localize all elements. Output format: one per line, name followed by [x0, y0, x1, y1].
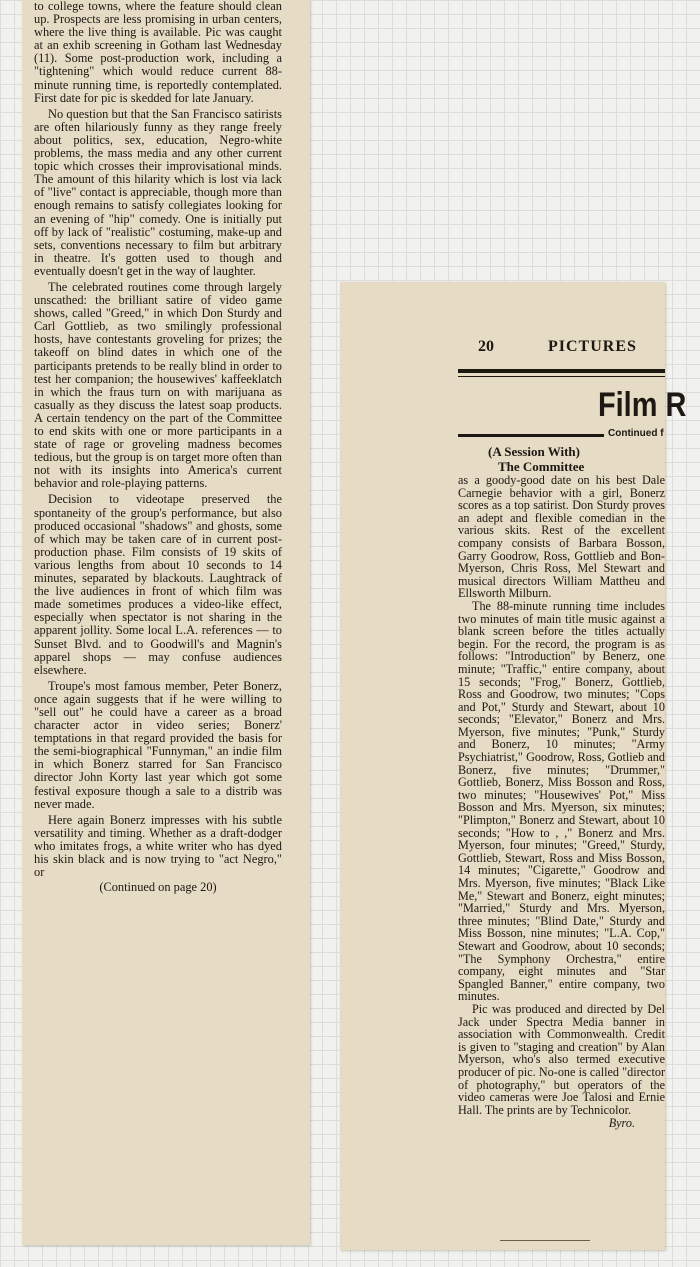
paragraph: No question but that the San Francisco satirists are often hilariously funny as they range freely about politics, sex, education, Negro-white problems, the mass media and any other current topic which crosses their improvisational minds. The amount of this hilarity which is lost via lack of "live" contact is appreciable, though more than enough remains to satisfy collegiates looking for an evening of "hip" comedy. One is initially put off by lack of "realistic" costuming, make-up and sets, conventions necessary to film but arbitrary in theatre. It's gotten used to though and eventually doesn't get in the way of laughter.: [34, 106, 282, 278]
paragraph: Decision to videotape preserved the spontaneity of the group's performance, but also produced occasional "shadows" and ghosts, some of which may be taken care of in current post-production phase. Film consists of 19 skits of various lengths from about 10 seconds to 14 minutes, separated by blackouts. Laughtrack of the live audiences in front of which film was made sometimes produces a video-like effect, especially when spectator is not sharing in the apparent jollity. Some local L.A. references — to Sunset Blvd. and to Goodwill's and Magnin's apparel shops — may confuse audiences elsewhere.: [34, 492, 282, 677]
end-rule: [500, 1240, 590, 1241]
page-number: 20: [478, 338, 494, 355]
paragraph: Troupe's most famous member, Peter Bonerz, once again suggests that if he were willing to "sell out" he could have a career as a broad character actor in video series; Bonerz' temptations in that regard provided the basis for the semi-biographical "Funnyman," an indie film in which Bonerz starred for San Francisco director John Korty last year which got some festival exposure though a sale to a distrib was never made.: [34, 678, 282, 811]
left-column-text: [34, 0, 282, 894]
reviewer-signature: Byro.: [608, 1116, 635, 1131]
header-rule-thick: [458, 369, 665, 373]
paragraph: as a goody-good date on his best Dale Carnegie behavior with a girl, Bonerz scores as a top satirist. Don Sturdy proves an adept and flexible comedian in the various skits. Rest of the excellent company consists of Barbara Bosson, Garry Goodrow, Ross, Gottlieb and Bon-Myerson, Chris Ross, Mel Stewart and musical directors William Mattheu and Ellsworth Milburn.: [458, 473, 665, 601]
paragraph: to college towns, where the feature should clean up. Prospects are less promising in urban centers, where the live thing is available. Pic was caught at an exhib screening in Gotham last Wednesday (11). Some post-production work, including a "tightening" which would reduce current 88-minute running time, is reportedly contemplated. First date for pic is skedded for late January.: [34, 0, 282, 105]
subhead-line-1: (A Session With): [488, 444, 580, 459]
paragraph: The 88-minute running time includes two minutes of main title music against a blank screen before the titles actually begin. For the record, the program is as follows: "Introduction" by Benerz, one minute; "Traffic," entire company, about 15 seconds; "Frog," Bonerz, Gottlieb, Ross and Goodrow, two minutes; "Cops and Pot," Sturdy and Stewart, about 10 seconds; "Elevator," Bonerz and Mrs. Myerson, five minutes; "Punk," Sturdy and Bonerz, 10 minutes; "Army Psychiatrist," Goodrow, Ross, Gotlieb and Bonerz, five minutes; "Drummer," Gottlieb, Bonerz, Miss Bosson and Ross, two minutes; "Housewives' Pot," Miss Bosson and Mrs. Myerson, six minutes; "Plimpton," Bonerz and Stewart, about 10 seconds; "How to , ," Bonerz and Mrs. Myerson, four minutes; "Greed," Sturdy, Gottlieb, Stewart, Ross and Miss Bosson, 14 minutes; "Cigarette," Goodrow and Mrs. Myerson, five minutes; "Black Like Me," Stewart and Bonerz, eight minutes; "Married," Sturdy and Mrs. Myerson, three minutes; "Blind Date," Sturdy and Miss Bosson, nine minutes; "L.A. Cop," Stewart and Goodrow, about 10 seconds; "The Symphony Orchestra," entire company, eight minutes and "Star Spangled Banner," entire company, two minutes.: [458, 598, 665, 1004]
continued-rule: [458, 434, 604, 437]
section-title: PICTURES: [548, 338, 637, 355]
paragraph: Here again Bonerz impresses with his subtle versatility and timing. Whether as a draft-dodger who imitates frogs, a white writer who has dyed his skin black and is now trying to "act Negro," or: [34, 812, 282, 880]
right-column-text: [458, 474, 665, 1130]
paragraph: The celebrated routines come through largely unscathed: the brilliant satire of video game shows, called "Greed," in which Don Sturdy and Carl Gottlieb, as two smilingly professional hosts, have contestants groveling for prizes; the takeoff on blind dates in which one of the participants pretends to be really blind in order to test her companion; the housewives' kaffeeklatch in which the fraus turn on with marijuana as casually as they discuss the latest soap products. A certain tendency on the part of the Committee to end skits with one or more participants in a state of rage or groveling madness becomes tedious, but the group is on target more often than not with its insights into America's current behavior and role-playing patterns.: [34, 279, 282, 491]
right-clipping: [340, 282, 687, 1250]
subhead-line-2: The Committee: [498, 459, 585, 474]
headline: Film R: [598, 386, 687, 424]
header-rule-thin: [458, 376, 665, 377]
page-header: [458, 338, 665, 358]
review-subhead: [458, 444, 665, 474]
continued-on-line: (Continued on page 20): [99, 880, 217, 895]
continued-from-label: Continued f: [608, 428, 664, 439]
paragraph: Pic was produced and directed by Del Jack under Spectra Media banner in association with Commonwealth. Credit is given to "staging and creation" by Alan Myerson, who's also termed executive producer of pic. No-one is called "director of photography," but operators of the video cameras were Joe Talosi and Ernie Hall. The prints are by Technicolor.: [458, 1001, 665, 1117]
left-clipping: [22, 0, 310, 1245]
